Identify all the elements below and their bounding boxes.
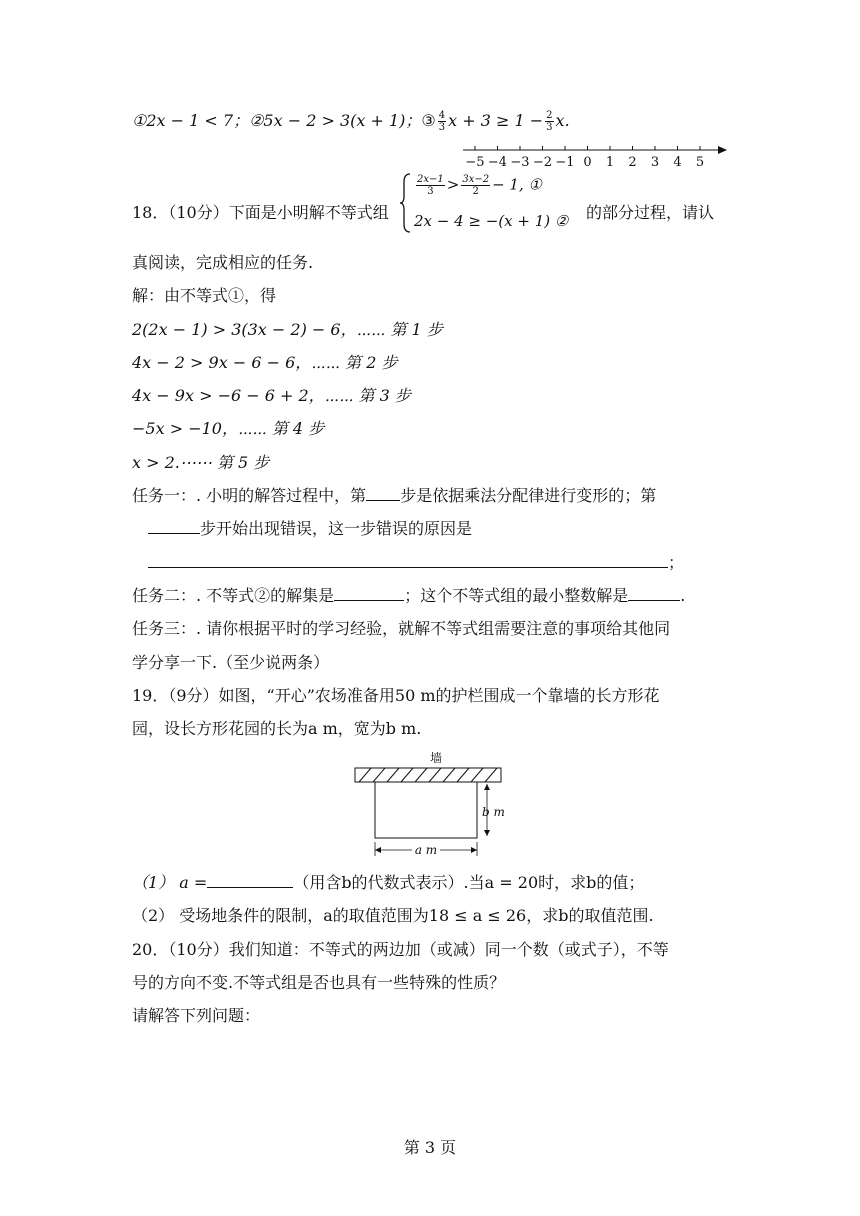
garden-rectangle bbox=[375, 782, 477, 838]
q18-after-system: 的部分过程，请认 bbox=[586, 203, 715, 222]
width-label: b m bbox=[482, 805, 505, 819]
wall-label: 墙 bbox=[429, 751, 443, 765]
answer-blank[interactable] bbox=[366, 486, 400, 501]
number-line-tick-label: 3 bbox=[650, 155, 660, 170]
number-line-tick-label: 5 bbox=[695, 155, 705, 170]
answer-blank[interactable] bbox=[148, 519, 200, 534]
q18-step-5: x > 2.⋯⋯ 第 5 步 bbox=[132, 453, 270, 472]
q17-ineq-2: ②5x − 2 > 3(x + 1)； bbox=[249, 111, 422, 130]
q17-inequalities bbox=[132, 108, 570, 133]
q18-task-3-cont: 学分享一下.（至少说两条） bbox=[132, 653, 330, 672]
number-line-tick-label: 4 bbox=[673, 155, 682, 170]
q17-ineq-3-mid: x + 3 ≥ 1 − bbox=[448, 111, 544, 130]
q18-step-4: −5x > −10，⋯⋯ 第 4 步 bbox=[132, 419, 325, 438]
q18-frac-2x-1-over-3: $\frac{2x-1}{3}$ bbox=[417, 174, 444, 197]
q18-system-row-2: 2x − 4 ≥ −(x + 1) ② bbox=[414, 212, 569, 230]
q18-solution-intro: 解：由不等式①，得 bbox=[132, 286, 277, 305]
q18-task-1-cont: 步开始出现错误，这一步错误的原因是 bbox=[148, 516, 472, 539]
number-line-tick-label: −4 bbox=[487, 155, 508, 170]
wall-hatching bbox=[359, 768, 497, 782]
number-line-tick-label: −1 bbox=[555, 155, 575, 170]
garden-figure bbox=[350, 746, 520, 858]
q18-system-row-1: $\frac{2x-1}{3}$ > $\frac{3x-2}{2}$ − 1, ① bbox=[417, 174, 542, 197]
q18-step-2: 4x − 2 > 9x − 6 − 6，⋯⋯ 第 2 步 bbox=[132, 353, 398, 372]
number-line-tick-label: 2 bbox=[628, 155, 637, 170]
left-brace-icon bbox=[400, 172, 412, 234]
q18-line-2: 真阅读，完成相应的任务. bbox=[132, 253, 314, 272]
q20-line-3: 请解答下列问题： bbox=[132, 1006, 261, 1025]
q17-frac-2-3: $\frac{2}{3}$ bbox=[546, 110, 553, 133]
answer-blank[interactable] bbox=[334, 586, 404, 601]
number-line-tick-label: −5 bbox=[465, 155, 485, 170]
q18-number: 18．（10分）下面是小明解不等式组 bbox=[132, 203, 389, 222]
answer-blank[interactable] bbox=[207, 873, 293, 888]
number-line-tick-label: −3 bbox=[510, 155, 530, 170]
q18-task-1: 任务一：. 小明的解答过程中，第 步是依据乘法分配律进行变形的；第 bbox=[132, 486, 657, 505]
page-number: 第 3 页 bbox=[403, 1138, 457, 1157]
q18-step-1: 2(2x − 1) > 3(3x − 2) − 6，⋯⋯ 第 1 步 bbox=[132, 320, 443, 339]
q18-task-1-reason: ； bbox=[148, 550, 684, 573]
q19-line-2: 园，设长方形花园的长为a m，宽为b m. bbox=[132, 719, 422, 738]
q18-step-3: 4x − 9x > −6 − 6 + 2，⋯⋯ 第 3 步 bbox=[132, 386, 411, 405]
answer-blank[interactable] bbox=[628, 586, 680, 601]
number-line-tick-label: 0 bbox=[583, 155, 592, 170]
q18-frac-3x-2-over-2: $\frac{3x-2}{2}$ bbox=[462, 174, 490, 197]
length-label: a m bbox=[414, 843, 438, 857]
q17-ineq-1: ①2x − 1 < 7； bbox=[132, 111, 250, 130]
q19-part-2: （2） 受场地条件的限制，a的取值范围为18 ≤ a ≤ 26，求b的取值范围. bbox=[132, 906, 654, 925]
number-line bbox=[455, 140, 735, 174]
q17-ineq-3-prefix: ③ bbox=[421, 111, 436, 130]
number-line-tick-label: 1 bbox=[605, 155, 615, 170]
q17-frac-4-3: $\frac{4}{3}$ bbox=[438, 110, 446, 133]
q20-line-2: 号的方向不变.不等式组是否也具有一些特殊的性质？ bbox=[132, 973, 506, 992]
q20-line-1: 20．（10分）我们知道：不等式的两边加（或减）同一个数（或式子），不等 bbox=[132, 940, 669, 959]
q18-task-2: 任务二：. 不等式②的解集是 ；这个不等式组的最小整数解是 . bbox=[132, 586, 686, 605]
number-line-tick-label: −2 bbox=[532, 155, 553, 170]
q17-ineq-3-suffix: x. bbox=[555, 111, 570, 130]
answer-blank-long[interactable] bbox=[148, 553, 668, 568]
q18-task-3: 任务三：. 请你根据平时的学习经验，就解不等式组需要注意的事项给其他同 bbox=[132, 619, 671, 638]
q19-part-1: （1） a = （用含b的代数式表示）.当a = 20时，求b的值； bbox=[132, 873, 645, 892]
q19-line-1: 19．（9分）如图，“开心”农场准备用50 m的护栏围成一个靠墙的长方形花 bbox=[132, 686, 660, 705]
